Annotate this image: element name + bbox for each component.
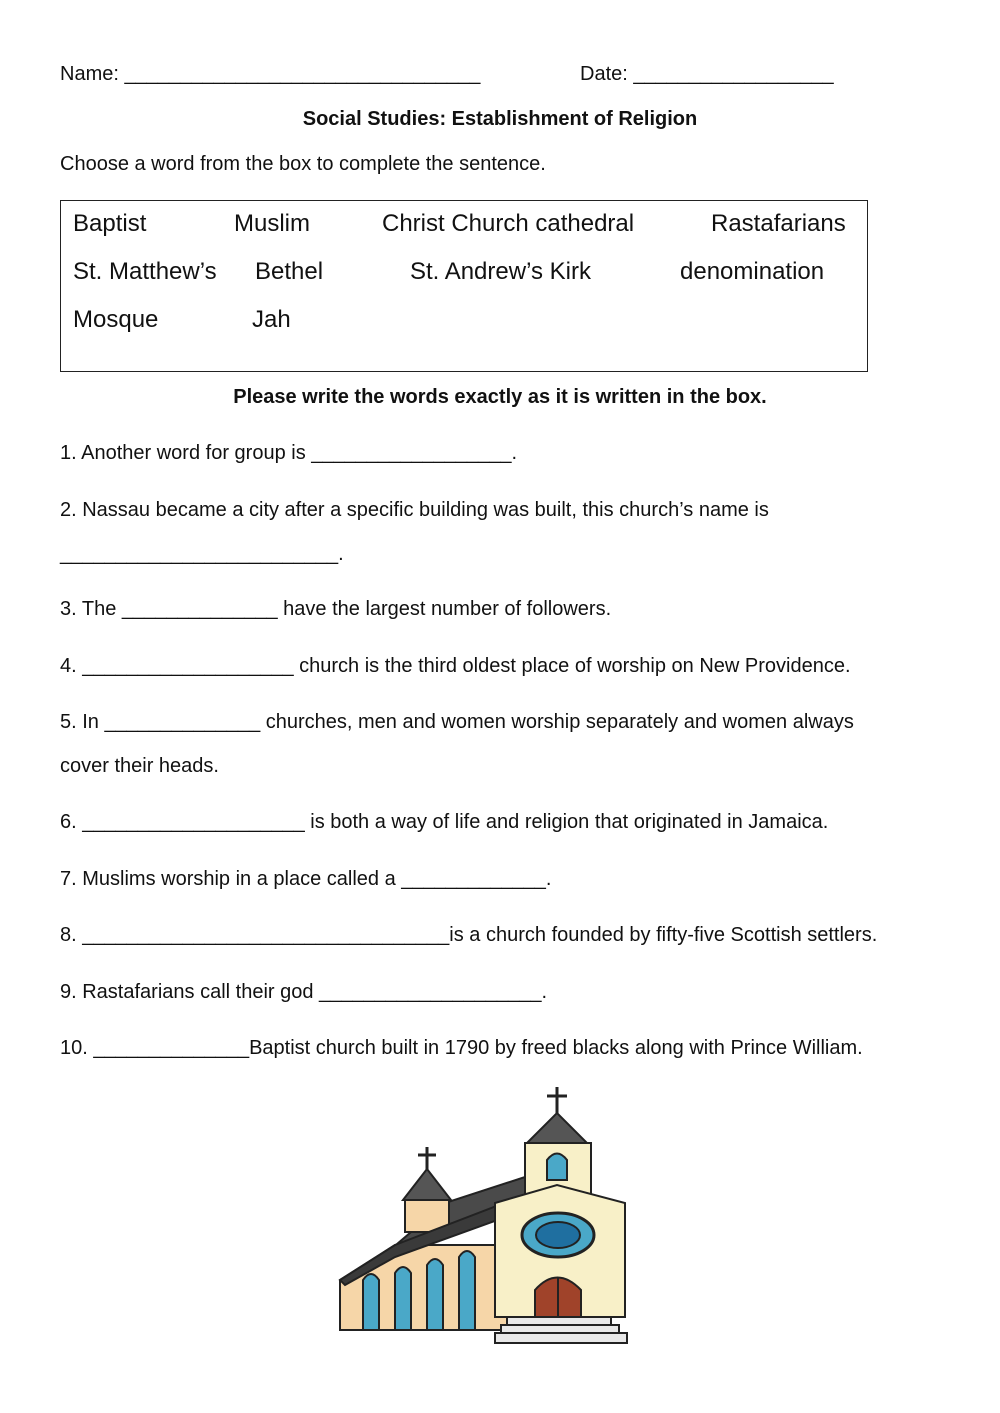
question-4: 4. ___________________ church is the third oldest place of worship on New Providence.	[60, 655, 851, 677]
word-bank-item: Jah	[252, 306, 291, 333]
word-bank-item: Christ Church cathedral	[382, 210, 635, 237]
question-10: 10. ______________Baptist church built in 1790 by freed blacks along with Prince William.	[60, 1037, 863, 1059]
word-bank-item: Muslim	[234, 210, 310, 237]
question-5: 5. In ______________ churches, men and women worship separately and women always	[60, 711, 854, 733]
question-8: 8. _________________________________is a church founded by fifty-five Scottish settlers.	[60, 924, 878, 946]
instructions: Choose a word from the box to complete the sentence.	[60, 153, 546, 175]
question-5-continued: cover their heads.	[60, 755, 219, 777]
question-2: 2. Nassau became a city after a specific building was built, this church’s name is	[60, 499, 769, 521]
word-bank-item: Mosque	[73, 306, 159, 333]
word-bank-item: St. Matthew’s	[73, 258, 217, 285]
question-1: 1. Another word for group is __________________.	[60, 442, 518, 464]
word-bank-item: Baptist	[73, 210, 147, 237]
word-bank-item: Rastafarians	[711, 210, 846, 237]
question-2-answer-line: _________________________.	[60, 543, 344, 565]
question-9: 9. Rastafarians call their god ____________________.	[60, 981, 548, 1003]
church-icon	[335, 1085, 665, 1350]
date-field: Date: __________________	[580, 63, 834, 85]
word-bank-box	[60, 200, 868, 372]
worksheet-title: Social Studies: Establishment of Religion	[302, 108, 698, 130]
word-bank-item: Bethel	[255, 258, 324, 285]
word-bank-item: St. Andrew’s Kirk	[410, 258, 591, 285]
word-bank-item: denomination	[680, 258, 825, 285]
question-6: 6. ____________________ is both a way of life and religion that originated in Jamaica.	[60, 811, 829, 833]
name-field: Name: ________________________________	[60, 63, 481, 85]
question-7: 7. Muslims worship in a place called a _____________.	[60, 868, 552, 890]
instruction-note: Please write the words exactly as it is written in the box.	[233, 386, 767, 408]
question-3: 3. The ______________ have the largest number of followers.	[60, 598, 612, 620]
